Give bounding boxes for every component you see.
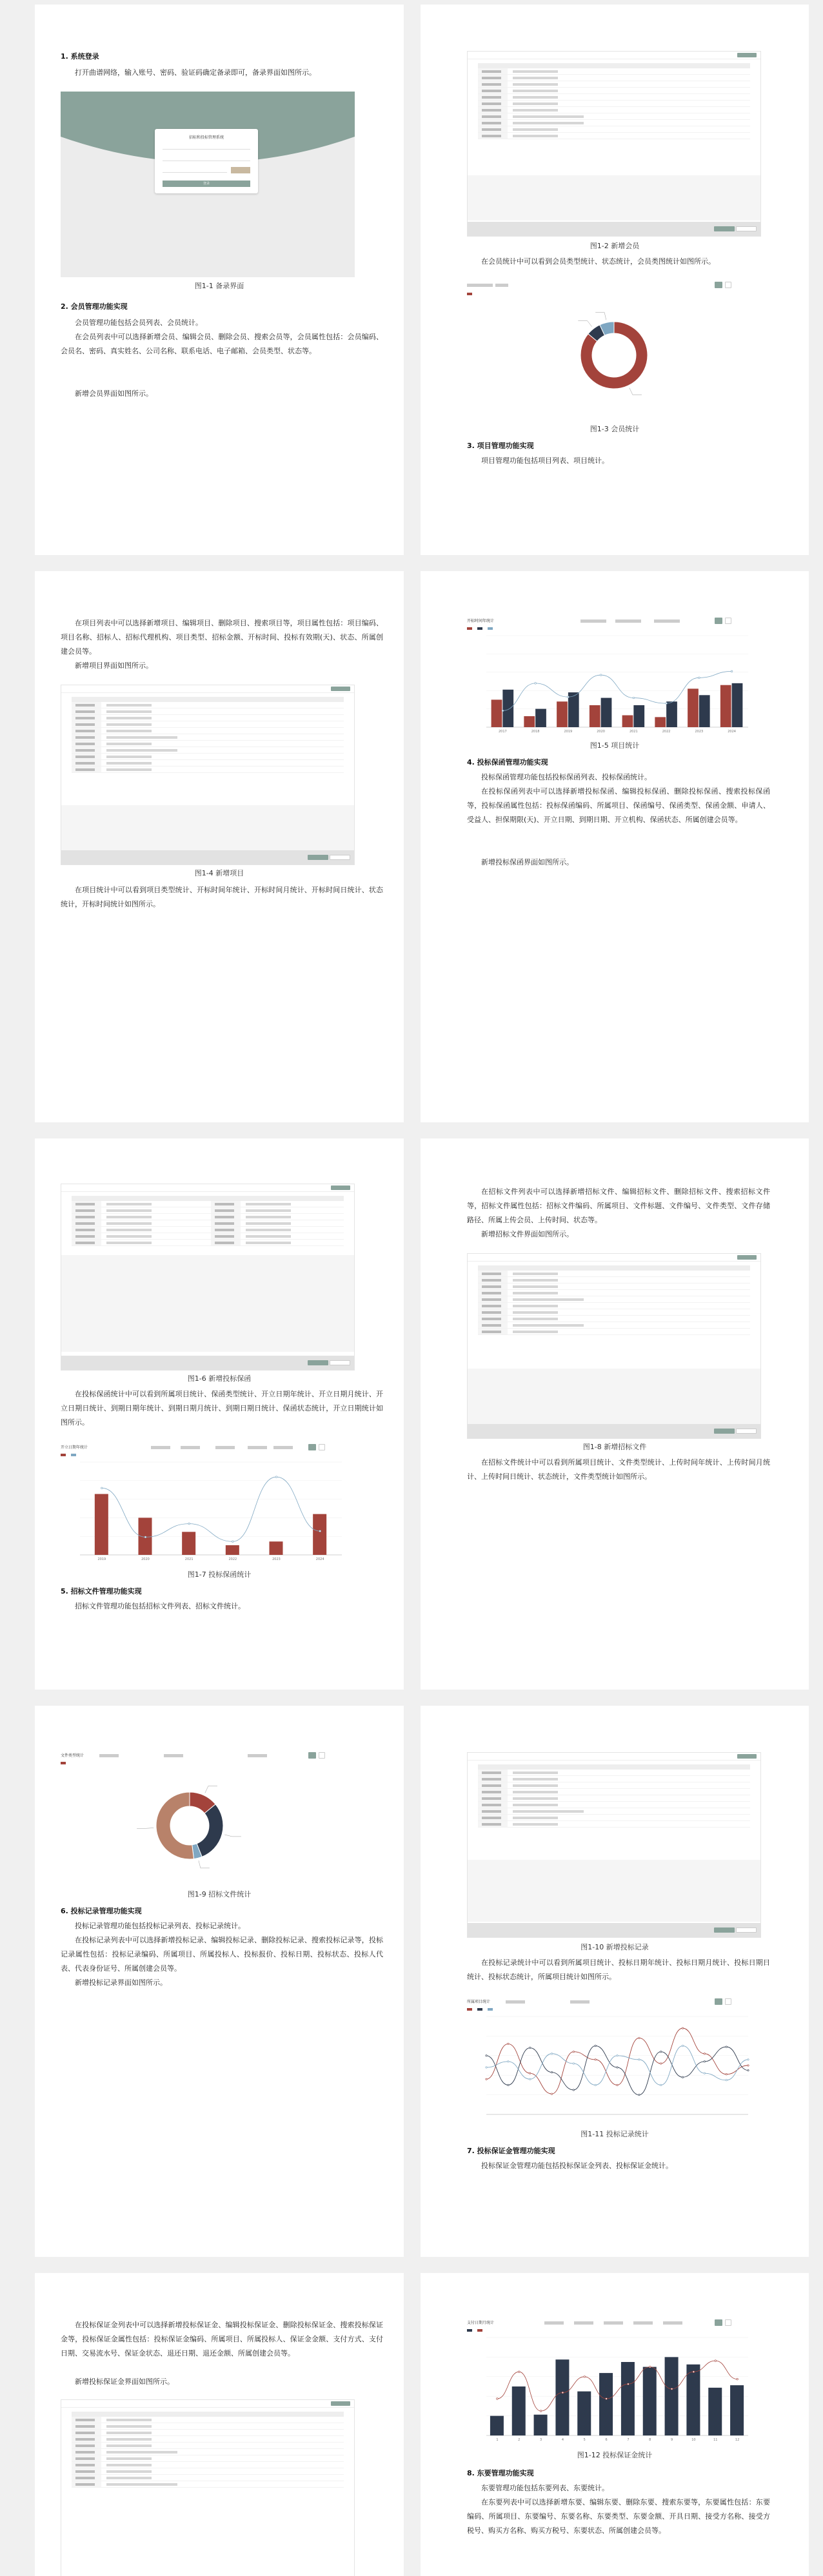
refresh-button[interactable] bbox=[725, 2319, 731, 2326]
file-stats-chart bbox=[61, 1751, 355, 1886]
x-tick-label: 4 bbox=[561, 2438, 564, 2442]
figure-caption: 图1-3 会员统计 bbox=[590, 425, 640, 433]
submit-button[interactable] bbox=[308, 855, 328, 860]
refresh-button[interactable] bbox=[725, 1998, 731, 2005]
x-tick-label: 2019 bbox=[564, 730, 573, 734]
chart-bar bbox=[699, 695, 710, 727]
chart-bar bbox=[95, 1494, 108, 1555]
paragraph: 会员管理功能包括会员列表、会员统计。 bbox=[75, 318, 203, 327]
paragraph: 在投标记录统计中可以看到所属项目统计、投标日期年统计、投标日期月统计、投标日期日统计、投标状态统计，所属项目统计如图所示。 bbox=[467, 1958, 770, 1981]
figure-caption: 图1-7 投标保函统计 bbox=[187, 1570, 252, 1579]
figure-caption: 图1-12 投标保证金统计 bbox=[577, 2451, 653, 2459]
series-point bbox=[529, 2078, 530, 2080]
series-point bbox=[639, 2094, 640, 2095]
chart-bar bbox=[568, 692, 579, 727]
x-tick-label: 2022 bbox=[662, 730, 671, 734]
file-pie-chart bbox=[61, 1765, 355, 1886]
chart-legend bbox=[61, 1453, 77, 1457]
figure-caption: 图1-5 项目统计 bbox=[590, 741, 640, 750]
chart-bar bbox=[655, 717, 666, 727]
x-tick-label: 8 bbox=[649, 2438, 651, 2442]
figure-caption: 图1-6 新增投标保函 bbox=[187, 1374, 252, 1383]
chart-point bbox=[731, 670, 733, 672]
password-field[interactable] bbox=[163, 156, 250, 161]
series-point bbox=[573, 2051, 574, 2053]
login-card bbox=[155, 129, 258, 193]
chart-bar bbox=[633, 705, 644, 727]
add-file-form-screenshot bbox=[467, 1253, 761, 1439]
x-tick-label: 2024 bbox=[315, 1557, 324, 1561]
document-page-2 bbox=[421, 5, 809, 555]
cancel-button[interactable] bbox=[736, 1429, 757, 1434]
x-tick-label: 5 bbox=[583, 2438, 586, 2442]
x-tick-label: 12 bbox=[735, 2438, 740, 2442]
series-point bbox=[660, 2063, 661, 2064]
chart-title: 开标时间年统计 bbox=[467, 619, 495, 623]
document-page-9 bbox=[35, 2273, 404, 2576]
chart-bar bbox=[688, 688, 699, 727]
x-tick-label: 2021 bbox=[184, 1557, 193, 1561]
chart-point bbox=[649, 2366, 651, 2368]
series-point bbox=[639, 2037, 640, 2038]
pie-label-line bbox=[205, 1786, 217, 1793]
refresh-button[interactable] bbox=[725, 282, 731, 288]
chart-bar bbox=[732, 683, 743, 727]
paragraph: 项目管理功能包括项目列表、项目统计。 bbox=[481, 456, 609, 465]
refresh-button[interactable] bbox=[319, 1752, 325, 1759]
search-button[interactable] bbox=[308, 1752, 316, 1759]
series-point bbox=[551, 2053, 552, 2054]
figure-caption: 图1-4 新增项目 bbox=[194, 869, 244, 877]
chart-bar bbox=[686, 2365, 700, 2435]
x-tick-label: 11 bbox=[713, 2438, 718, 2442]
figure-caption: 图1-8 新增招标文件 bbox=[582, 1443, 647, 1451]
series-point bbox=[508, 2061, 509, 2062]
series-point bbox=[748, 2065, 749, 2066]
chart-bar bbox=[502, 690, 513, 727]
x-tick-label: 1 bbox=[496, 2438, 499, 2442]
series-point bbox=[617, 2067, 618, 2068]
chart-point bbox=[535, 683, 537, 685]
series-point bbox=[486, 2055, 487, 2056]
chart-point bbox=[232, 1541, 234, 1543]
chart-point bbox=[144, 1536, 146, 1538]
username-field[interactable] bbox=[163, 144, 250, 150]
chart-point bbox=[568, 696, 570, 698]
document-page-1 bbox=[35, 5, 404, 555]
login-screenshot bbox=[61, 92, 355, 277]
paragraph: 新增投标保函界面如图所示。 bbox=[481, 858, 573, 866]
paragraph: 东要管理功能包括东要列表、东要统计。 bbox=[481, 2484, 609, 2492]
section-heading: 1. 系统登录 bbox=[61, 52, 99, 61]
series-point bbox=[704, 2061, 705, 2062]
document-page-10 bbox=[421, 2273, 809, 2576]
series-point bbox=[617, 2055, 618, 2056]
chart-bar bbox=[490, 2416, 504, 2435]
figure-caption: 图1-11 投标记录统计 bbox=[580, 2130, 649, 2138]
paragraph: 新增投标保证金界面如图所示。 bbox=[75, 2377, 174, 2386]
chart-bar bbox=[535, 709, 546, 727]
submit-button[interactable] bbox=[308, 1360, 328, 1365]
add-project-form-screenshot bbox=[61, 685, 355, 865]
series-point bbox=[660, 2051, 661, 2053]
chart-point bbox=[671, 2388, 673, 2390]
chart-point bbox=[693, 2371, 695, 2373]
x-tick-label: 2023 bbox=[272, 1557, 281, 1561]
section-heading: 4. 投标保函管理功能实现 bbox=[467, 758, 548, 766]
chart-bar bbox=[555, 2359, 569, 2435]
captcha-field[interactable] bbox=[163, 168, 227, 173]
series-point bbox=[682, 2045, 683, 2046]
chart-point bbox=[502, 710, 504, 712]
x-tick-label: 2024 bbox=[728, 730, 736, 734]
series-point bbox=[682, 2076, 683, 2078]
x-tick-label: 2019 bbox=[97, 1557, 106, 1561]
x-tick-label: 2 bbox=[518, 2438, 521, 2442]
chart-bar bbox=[621, 2362, 635, 2435]
cancel-button[interactable] bbox=[330, 1360, 350, 1365]
x-tick-label: 9 bbox=[670, 2438, 673, 2442]
member-pie-chart bbox=[467, 293, 761, 422]
captcha-image[interactable] bbox=[231, 167, 250, 173]
chart-point bbox=[633, 697, 635, 699]
paragraph: 在投标保函统计中可以看到所属项目统计、保函类型统计、开立日期年统计、开立日期月统计、开立日期日统计、到期日期年统计、到期日期月统计、到期日期日统计、保函状态统计，开立日期统计如图所示。 bbox=[61, 1390, 383, 1427]
section-heading: 3. 项目管理功能实现 bbox=[467, 442, 534, 450]
chart-point bbox=[319, 1530, 321, 1532]
series-point bbox=[726, 2080, 727, 2081]
paragraph: 在投标记录列表中可以选择新增投标记录、编辑投标记录、删除投标记录、搜索投标记录等，投标记录属性包括：投标记录编码、所属项目、所属投标人、投标报价、投标日期、投标状态、投标人代表、代表身份证号、所属创建会员等。 bbox=[61, 1936, 383, 1973]
login-button[interactable]: 登录 bbox=[163, 181, 250, 187]
search-button[interactable] bbox=[715, 618, 722, 624]
x-tick-label: 7 bbox=[627, 2438, 630, 2442]
chart-bar bbox=[622, 716, 633, 727]
series-point bbox=[682, 2027, 683, 2029]
submit-button[interactable] bbox=[714, 226, 735, 231]
series-point bbox=[551, 2093, 552, 2094]
paragraph: 新增会员界面如图所示。 bbox=[75, 389, 153, 398]
chart-bar bbox=[708, 2388, 722, 2435]
chart-point bbox=[606, 2398, 608, 2400]
chart-point bbox=[518, 2371, 520, 2373]
chart-point bbox=[101, 1487, 103, 1489]
series-line bbox=[486, 2028, 748, 2094]
series-point bbox=[595, 2084, 596, 2085]
project-bar-chart bbox=[467, 632, 761, 739]
document-page-4 bbox=[421, 571, 809, 1122]
section-heading: 6. 投标记录管理功能实现 bbox=[61, 1907, 142, 1915]
paragraph: 新增项目界面如图所示。 bbox=[75, 661, 153, 670]
document-page-3 bbox=[35, 571, 404, 1122]
paragraph: 在招标文件列表中可以选择新增招标文件、编辑招标文件、删除招标文件、搜索招标文件等，招标文件属性包括：招标文件编码、所属项目、文件标题、文件编号、文件类型、文件存储路径、所属上传会员、上传时间、状态等。 bbox=[467, 1187, 770, 1224]
paragraph: 投标保函管理功能包括投标保函列表、投标保函统计。 bbox=[481, 773, 651, 781]
submit-button[interactable] bbox=[714, 1927, 735, 1933]
login-title: 招标和投标管理系统 bbox=[188, 135, 224, 140]
paragraph: 打开曲谱网络，输入账号、密码、验证码确定备录即可，备录界面如图所示。 bbox=[75, 68, 316, 77]
series-point bbox=[508, 2043, 509, 2044]
chart-point bbox=[737, 2378, 739, 2380]
chart-point bbox=[666, 703, 668, 705]
figure-caption: 图1-10 新增投标记录 bbox=[580, 1943, 649, 1951]
pie-label-line bbox=[595, 313, 606, 320]
paragraph: 在项目统计中可以看到项目类型统计、开标时间年统计、开标时间月统计、开标时间日统计、状态统计，开标时间统计如图所示。 bbox=[61, 886, 383, 908]
series-point bbox=[639, 2059, 640, 2060]
paragraph: 在会员列表中可以选择新增会员、编辑会员、删除会员、搜索会员等，会员属性包括：会员编码、会员名、密码、真实姓名、公司名称、联系电话、电子邮箱、会员类型、状态等。 bbox=[61, 333, 383, 355]
figure-caption: 图1-9 招标文件统计 bbox=[187, 1890, 252, 1898]
chart-bar bbox=[577, 2392, 591, 2435]
document-page-7 bbox=[35, 1706, 404, 2257]
chart-line bbox=[497, 2361, 737, 2411]
refresh-button[interactable] bbox=[725, 618, 731, 624]
chart-bar bbox=[720, 685, 731, 727]
paragraph: 投标记录管理功能包括投标记录列表、投标记录统计。 bbox=[75, 1922, 245, 1930]
x-tick-label: 2020 bbox=[141, 1557, 150, 1561]
project-stats-chart bbox=[467, 616, 761, 739]
chart-bar bbox=[534, 2415, 548, 2435]
x-tick-label: 2017 bbox=[499, 730, 507, 734]
chart-legend bbox=[467, 2007, 494, 2011]
series-point bbox=[726, 2046, 727, 2047]
section-heading: 7. 投标保证金管理功能实现 bbox=[467, 2147, 555, 2155]
figure-caption: 图1-2 新增会员 bbox=[590, 242, 640, 250]
pie-label-line bbox=[224, 1835, 241, 1837]
chart-title: 文件类型统计 bbox=[61, 1753, 84, 1758]
guarantee-stats-chart bbox=[61, 1443, 355, 1566]
series-point bbox=[660, 2084, 661, 2085]
paragraph: 在会员统计中可以看到会员类型统计、状态统计，会员类图统计如图所示。 bbox=[481, 257, 715, 266]
chart-bar bbox=[590, 705, 600, 727]
chart-legend bbox=[467, 627, 494, 630]
chart-bar bbox=[643, 2367, 657, 2435]
x-tick-label: 6 bbox=[605, 2438, 608, 2442]
chart-bar bbox=[182, 1532, 195, 1555]
add-member-form-screenshot bbox=[467, 51, 761, 237]
search-button[interactable] bbox=[308, 1444, 316, 1450]
chart-point bbox=[600, 674, 602, 676]
chart-bar bbox=[601, 698, 612, 727]
chart-title: 所属项目统计 bbox=[467, 2000, 491, 2004]
chart-point bbox=[540, 2410, 542, 2412]
chart-point bbox=[699, 677, 700, 679]
x-tick-label: 2020 bbox=[597, 730, 605, 734]
chart-point bbox=[715, 2360, 717, 2362]
chart-point bbox=[562, 2392, 564, 2394]
cancel-button[interactable] bbox=[330, 855, 350, 860]
pie-label-line bbox=[578, 320, 591, 326]
paragraph: 新增投标记录界面如图所示。 bbox=[75, 1978, 167, 1987]
chart-legend bbox=[467, 2328, 484, 2332]
pie-label-line bbox=[137, 1828, 154, 1829]
guarantee-bar-chart bbox=[61, 1458, 355, 1566]
submit-button[interactable] bbox=[714, 1429, 735, 1434]
chart-title: 支付日期月统计 bbox=[467, 2321, 495, 2325]
deposit-bar-chart bbox=[467, 2334, 761, 2447]
search-button[interactable] bbox=[715, 282, 722, 288]
paragraph: 在投标保证金列表中可以选择新增投标保证金、编辑投标保证金、删除投标保证金、搜索投标保证金等，投标保证金属性包括：投标保证金编码、所属项目、所属投标人、保证金金额、支付方式、支付日期、交易流水号、保证金状态、退还日期、退还金额、所属创建会员等。 bbox=[61, 2321, 383, 2357]
paragraph: 在东要列表中可以选择新增东要、编辑东要、删除东要、搜索东要等，东要属性包括：东要编码、所属项目、东要编号、东要名称、东要类型、东要金额、开具日期、接受方名称、接受方税号、购买方名称、购买方税号、东要状态、所属创建会员等。 bbox=[467, 2498, 770, 2535]
paragraph: 招标文件管理功能包括招标文件列表、招标文件统计。 bbox=[75, 1602, 245, 1610]
chart-bar bbox=[226, 1545, 239, 1555]
paragraph: 在项目列表中可以选择新增项目、编辑项目、删除项目、搜索项目等，项目属性包括：项目编码、项目名称、招标人、招标代理机构、项目类型、招标金额、开标时间、投标有效期(天)、状态、所属创建会员等。 bbox=[61, 619, 383, 656]
series-point bbox=[748, 2069, 749, 2071]
series-line bbox=[486, 2046, 748, 2095]
series-point bbox=[551, 2071, 552, 2073]
chart-bar bbox=[666, 701, 677, 727]
add-deposit-form-screenshot bbox=[61, 2399, 355, 2576]
chart-point bbox=[497, 2398, 499, 2400]
x-tick-label: 3 bbox=[539, 2438, 542, 2442]
pie-slice bbox=[197, 1804, 223, 1857]
add-bid-form-screenshot bbox=[467, 1752, 761, 1938]
chart-bar bbox=[313, 1514, 326, 1555]
search-button[interactable] bbox=[715, 2319, 722, 2326]
x-tick-label: 2023 bbox=[695, 730, 704, 734]
refresh-button[interactable] bbox=[319, 1444, 325, 1450]
chart-bar bbox=[557, 701, 568, 727]
chart-title: 开立日期年统计 bbox=[61, 1445, 88, 1450]
x-tick-label: 2021 bbox=[630, 730, 638, 734]
figure-caption: 图1-1 备录界面 bbox=[194, 282, 244, 290]
x-tick-label: 10 bbox=[691, 2438, 696, 2442]
pie-label-line bbox=[199, 1860, 210, 1868]
series-point bbox=[486, 2067, 487, 2068]
series-point bbox=[704, 2073, 705, 2074]
chart-line bbox=[102, 1477, 320, 1541]
bid-line-chart bbox=[467, 2013, 761, 2126]
chart-point bbox=[584, 2376, 586, 2378]
chart-point bbox=[188, 1523, 190, 1525]
chart-bar bbox=[599, 2373, 613, 2435]
chart-bar bbox=[270, 1541, 283, 1555]
series-point bbox=[486, 2078, 487, 2080]
chart-bar bbox=[730, 2385, 744, 2435]
chart-point bbox=[275, 1476, 277, 1478]
chart-point bbox=[628, 2383, 630, 2385]
search-button[interactable] bbox=[715, 1998, 722, 2005]
series-point bbox=[595, 2059, 596, 2060]
cancel-button[interactable] bbox=[736, 1927, 757, 1933]
chart-bar bbox=[512, 2386, 526, 2435]
paragraph: 在招标文件统计中可以看到所属项目统计、文件类型统计、上传时间年统计、上传时间月统计、上传时间日统计、状态统计，文件类型统计如图所示。 bbox=[467, 1458, 770, 1481]
paragraph: 新增招标文件界面如图所示。 bbox=[481, 1230, 573, 1238]
series-point bbox=[617, 2084, 618, 2085]
series-point bbox=[704, 2053, 705, 2054]
document-page-6 bbox=[421, 1138, 809, 1690]
series-point bbox=[595, 2045, 596, 2046]
series-point bbox=[573, 2063, 574, 2064]
deposit-stats-chart bbox=[467, 2318, 761, 2447]
series-point bbox=[726, 2073, 727, 2074]
document-page-8 bbox=[421, 1706, 809, 2257]
chart-bar bbox=[524, 716, 535, 727]
chart-bar bbox=[665, 2357, 679, 2435]
chart-bar bbox=[491, 699, 502, 727]
section-heading: 2. 会员管理功能实现 bbox=[61, 302, 128, 311]
series-point bbox=[748, 2059, 749, 2060]
x-tick-label: 2022 bbox=[228, 1557, 237, 1561]
x-tick-label: 2018 bbox=[531, 730, 540, 734]
bid-stats-chart bbox=[467, 1997, 761, 2126]
series-line bbox=[486, 2046, 748, 2085]
series-point bbox=[529, 2073, 530, 2074]
pie-label-line bbox=[630, 388, 642, 395]
add-guarantee-form-screenshot bbox=[61, 1184, 355, 1371]
series-point bbox=[508, 2084, 509, 2085]
paragraph: 投标保证金管理功能包括投标保证金列表、投标保证金统计。 bbox=[481, 2161, 673, 2170]
series-point bbox=[573, 2089, 574, 2091]
cancel-button[interactable] bbox=[736, 226, 757, 231]
paragraph: 在投标保函列表中可以选择新增投标保函、编辑投标保函、删除投标保函、搜索投标保函等，投标保函属性包括：投标保函编码、所属项目、保函编号、保函类型、保函金额、申请人、受益人、担保期限(天)、开立日期、到期日期、开立机构、保函状态、所属创建会员等。 bbox=[467, 787, 770, 824]
member-stats-chart bbox=[467, 280, 761, 422]
pie-slice bbox=[156, 1792, 194, 1859]
document-page-5 bbox=[35, 1138, 404, 1690]
section-heading: 5. 招标文件管理功能实现 bbox=[61, 1587, 142, 1595]
series-point bbox=[529, 2047, 530, 2048]
section-heading: 8. 东要管理功能实现 bbox=[467, 2469, 534, 2477]
